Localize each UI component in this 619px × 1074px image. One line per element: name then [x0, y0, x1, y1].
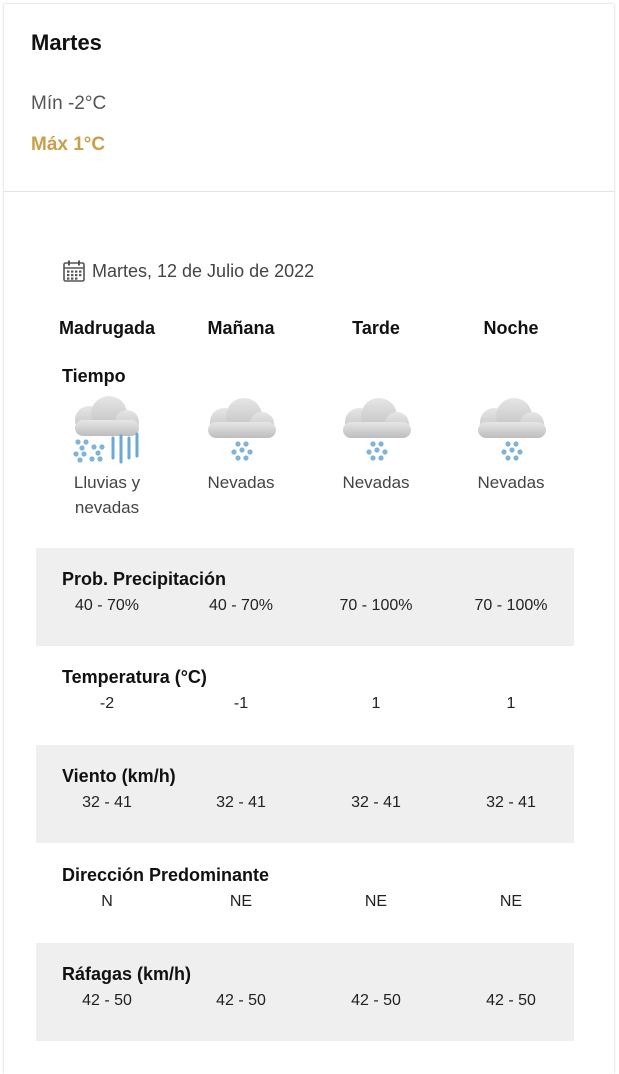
- cloud-snow-icon: [202, 392, 282, 468]
- day-title: Martes: [31, 30, 102, 55]
- temperature-value: 1: [506, 695, 516, 712]
- wind-value: 32 - 41: [216, 794, 266, 811]
- wind-value: 32 - 41: [82, 794, 132, 811]
- calendar-icon: [62, 259, 86, 283]
- precipitation-value: 40 - 70%: [208, 597, 274, 614]
- day-summary: [4, 4, 614, 192]
- gusts-value: 42 - 50: [486, 992, 536, 1009]
- weather-desc-noche: Nevadas: [477, 473, 545, 492]
- temperature-value: 1: [371, 695, 381, 712]
- row-label-precipitation: Prob. Precipitación: [62, 569, 227, 589]
- max-temperature: Máx 1°C: [31, 134, 106, 155]
- gusts-value: 42 - 50: [216, 992, 266, 1009]
- gusts-value: 42 - 50: [351, 992, 401, 1009]
- period-madrugada: Madrugada: [58, 318, 155, 338]
- precipitation-value: 70 - 100%: [474, 597, 548, 614]
- cloud-snow-icon: [337, 392, 417, 468]
- direction-value: NE: [499, 893, 523, 910]
- period-manana: Mañana: [207, 318, 275, 338]
- weather-label: Tiempo: [62, 366, 126, 386]
- period-noche: Noche: [483, 318, 539, 338]
- row-label-wind: Viento (km/h): [62, 766, 176, 786]
- weather-desc-madrugada: [47, 470, 167, 520]
- precipitation-value: 70 - 100%: [339, 597, 413, 614]
- row-label-gusts: Ráfagas (km/h): [62, 964, 192, 984]
- date-line: [62, 258, 314, 284]
- wind-value: 32 - 41: [351, 794, 401, 811]
- direction-value: NE: [364, 893, 388, 910]
- temperature-value: -1: [233, 695, 249, 712]
- gusts-value: 42 - 50: [82, 992, 132, 1009]
- direction-value: NE: [229, 893, 253, 910]
- forecast-date: Martes, 12 de Julio de 2022: [92, 260, 315, 281]
- weather-desc-tarde: Nevadas: [342, 473, 410, 492]
- weather-desc-manana: Nevadas: [207, 473, 275, 492]
- min-temperature: Mín -2°C: [31, 93, 107, 114]
- weather-desc-line: nevadas: [74, 498, 140, 517]
- weather-desc-line: Lluvias y: [73, 473, 141, 492]
- precipitation-value: 40 - 70%: [74, 597, 140, 614]
- cloud-snow-icon: [472, 392, 552, 468]
- row-label-direction: Dirección Predominante: [62, 865, 270, 885]
- period-tarde: Tarde: [352, 318, 400, 338]
- wind-value: 32 - 41: [486, 794, 536, 811]
- cloud-rain-snow-icon: [67, 392, 147, 468]
- row-label-temperature: Temperatura (°C): [62, 667, 207, 687]
- temperature-value: -2: [99, 695, 115, 712]
- direction-value: N: [101, 893, 113, 910]
